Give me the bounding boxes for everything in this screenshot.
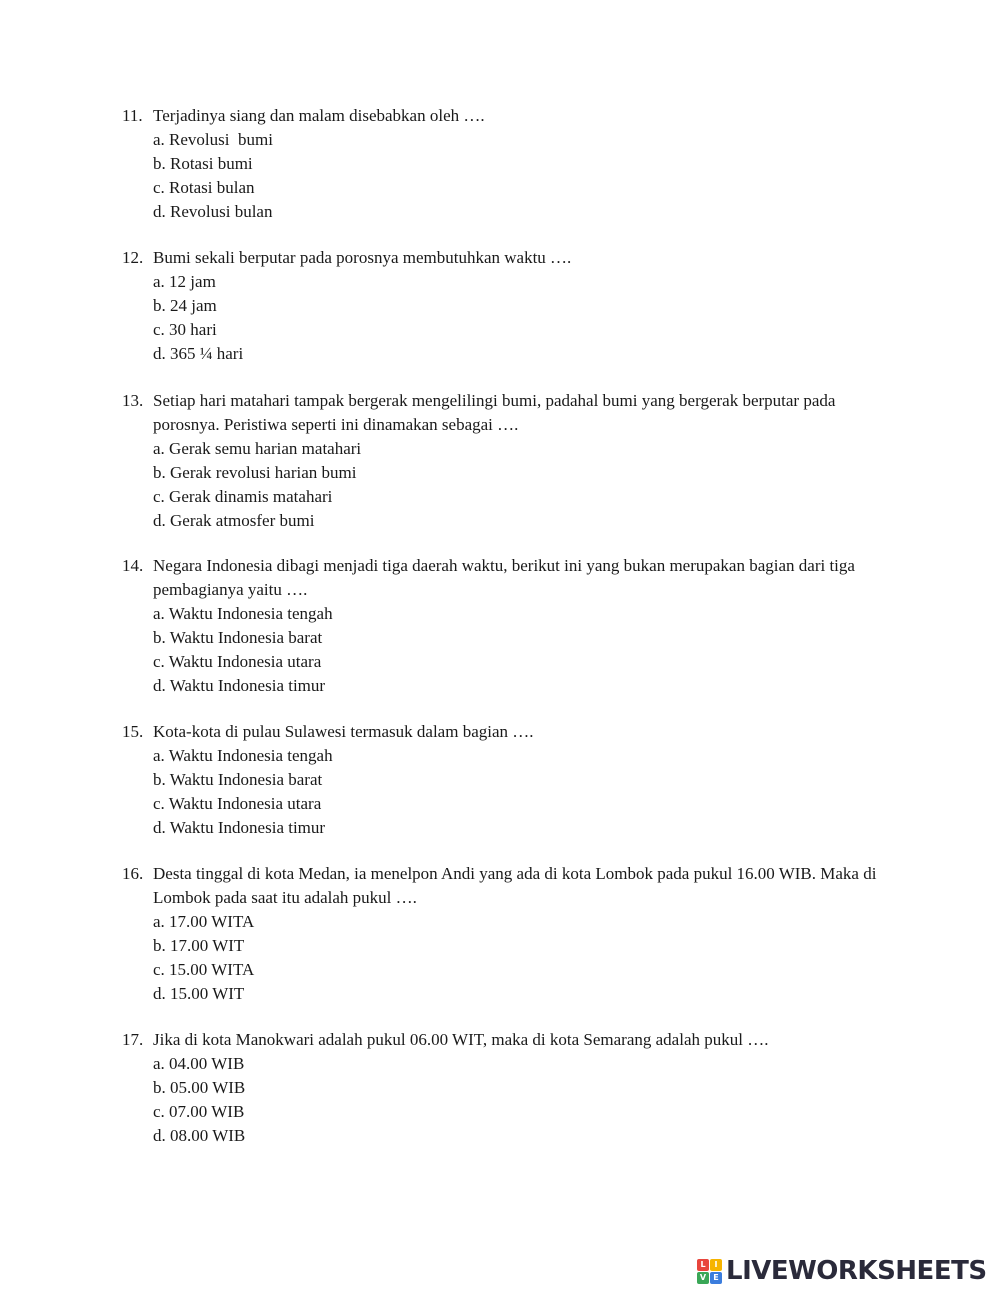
question-14 (122, 554, 882, 698)
answer-option[interactable]: c. Gerak dinamis matahari (153, 487, 333, 506)
logo-icon (697, 1259, 722, 1284)
question-number: 15. (122, 722, 144, 741)
answer-option[interactable]: c. Waktu Indonesia utara (153, 794, 322, 813)
logo-letter: L (697, 1259, 709, 1271)
question-text: Setiap hari matahari tampak bergerak mengelilingi bumi, padahal bumi yang bergerak berputar pada porosnya. Peristiwa seperti ini dinamakan sebagai …. (153, 391, 836, 434)
question-number: 12. (122, 248, 144, 267)
answer-option[interactable]: c. 07.00 WIB (153, 1102, 245, 1121)
answer-option[interactable]: a. Gerak semu harian matahari (153, 439, 362, 458)
logo-letter: I (710, 1259, 722, 1271)
question-17 (122, 1028, 882, 1148)
question-13 (122, 389, 882, 533)
answer-option[interactable]: a. Waktu Indonesia tengah (153, 604, 333, 623)
answer-option[interactable]: c. Waktu Indonesia utara (153, 652, 322, 671)
question-text: Jika di kota Manokwari adalah pukul 06.00 WIT, maka di kota Semarang adalah pukul …. (153, 1030, 769, 1049)
answer-option[interactable]: d. Revolusi bulan (153, 202, 273, 221)
question-text: Terjadinya siang dan malam disebabkan oleh …. (153, 106, 485, 125)
brand-text: LIVEWORKSHEETS (726, 1256, 987, 1286)
answer-option[interactable]: a. 04.00 WIB (153, 1054, 245, 1073)
answer-option[interactable]: c. 15.00 WITA (153, 960, 255, 979)
question-number: 11. (122, 106, 143, 125)
answer-option[interactable]: d. 365 ¼ hari (153, 344, 244, 363)
question-11 (122, 104, 882, 224)
answer-option[interactable]: a. 12 jam (153, 272, 216, 291)
question-text: Kota-kota di pulau Sulawesi termasuk dalam bagian …. (153, 722, 534, 741)
answer-option[interactable]: b. Rotasi bumi (153, 154, 253, 173)
answer-option[interactable]: a. Revolusi bumi (153, 130, 273, 149)
answer-option[interactable]: a. 17.00 WITA (153, 912, 255, 931)
answer-option[interactable]: b. Gerak revolusi harian bumi (153, 463, 357, 482)
question-text: Negara Indonesia dibagi menjadi tiga daerah waktu, berikut ini yang bukan merupakan bagian dari tiga pembagianya yaitu …. (153, 556, 855, 599)
logo-letter: E (710, 1272, 722, 1284)
answer-option[interactable]: d. Waktu Indonesia timur (153, 676, 326, 695)
answer-option[interactable]: b. 17.00 WIT (153, 936, 245, 955)
question-number: 14. (122, 556, 144, 575)
answer-option[interactable]: a. Waktu Indonesia tengah (153, 746, 333, 765)
answer-option[interactable]: b. Waktu Indonesia barat (153, 770, 323, 789)
answer-option[interactable]: c. Rotasi bulan (153, 178, 255, 197)
question-number: 17. (122, 1030, 144, 1049)
answer-option[interactable]: d. 15.00 WIT (153, 984, 245, 1003)
question-12 (122, 246, 882, 366)
liveworksheets-logo (697, 1253, 987, 1289)
question-text: Desta tinggal di kota Medan, ia menelpon Andi yang ada di kota Lombok pada pukul 16.00 WIB. Maka di Lombok pada saat itu adalah pukul …. (153, 864, 877, 907)
question-number: 16. (122, 864, 144, 883)
answer-option[interactable]: d. Waktu Indonesia timur (153, 818, 326, 837)
answer-option[interactable]: d. Gerak atmosfer bumi (153, 511, 315, 530)
question-number: 13. (122, 391, 144, 410)
answer-option[interactable]: b. 05.00 WIB (153, 1078, 246, 1097)
question-16 (122, 862, 882, 1006)
answer-option[interactable]: b. Waktu Indonesia barat (153, 628, 323, 647)
question-15 (122, 720, 882, 840)
question-text: Bumi sekali berputar pada porosnya membutuhkan waktu …. (153, 248, 572, 267)
logo-letter: V (697, 1272, 709, 1284)
answer-option[interactable]: d. 08.00 WIB (153, 1126, 246, 1145)
answer-option[interactable]: c. 30 hari (153, 320, 217, 339)
answer-option[interactable]: b. 24 jam (153, 296, 217, 315)
